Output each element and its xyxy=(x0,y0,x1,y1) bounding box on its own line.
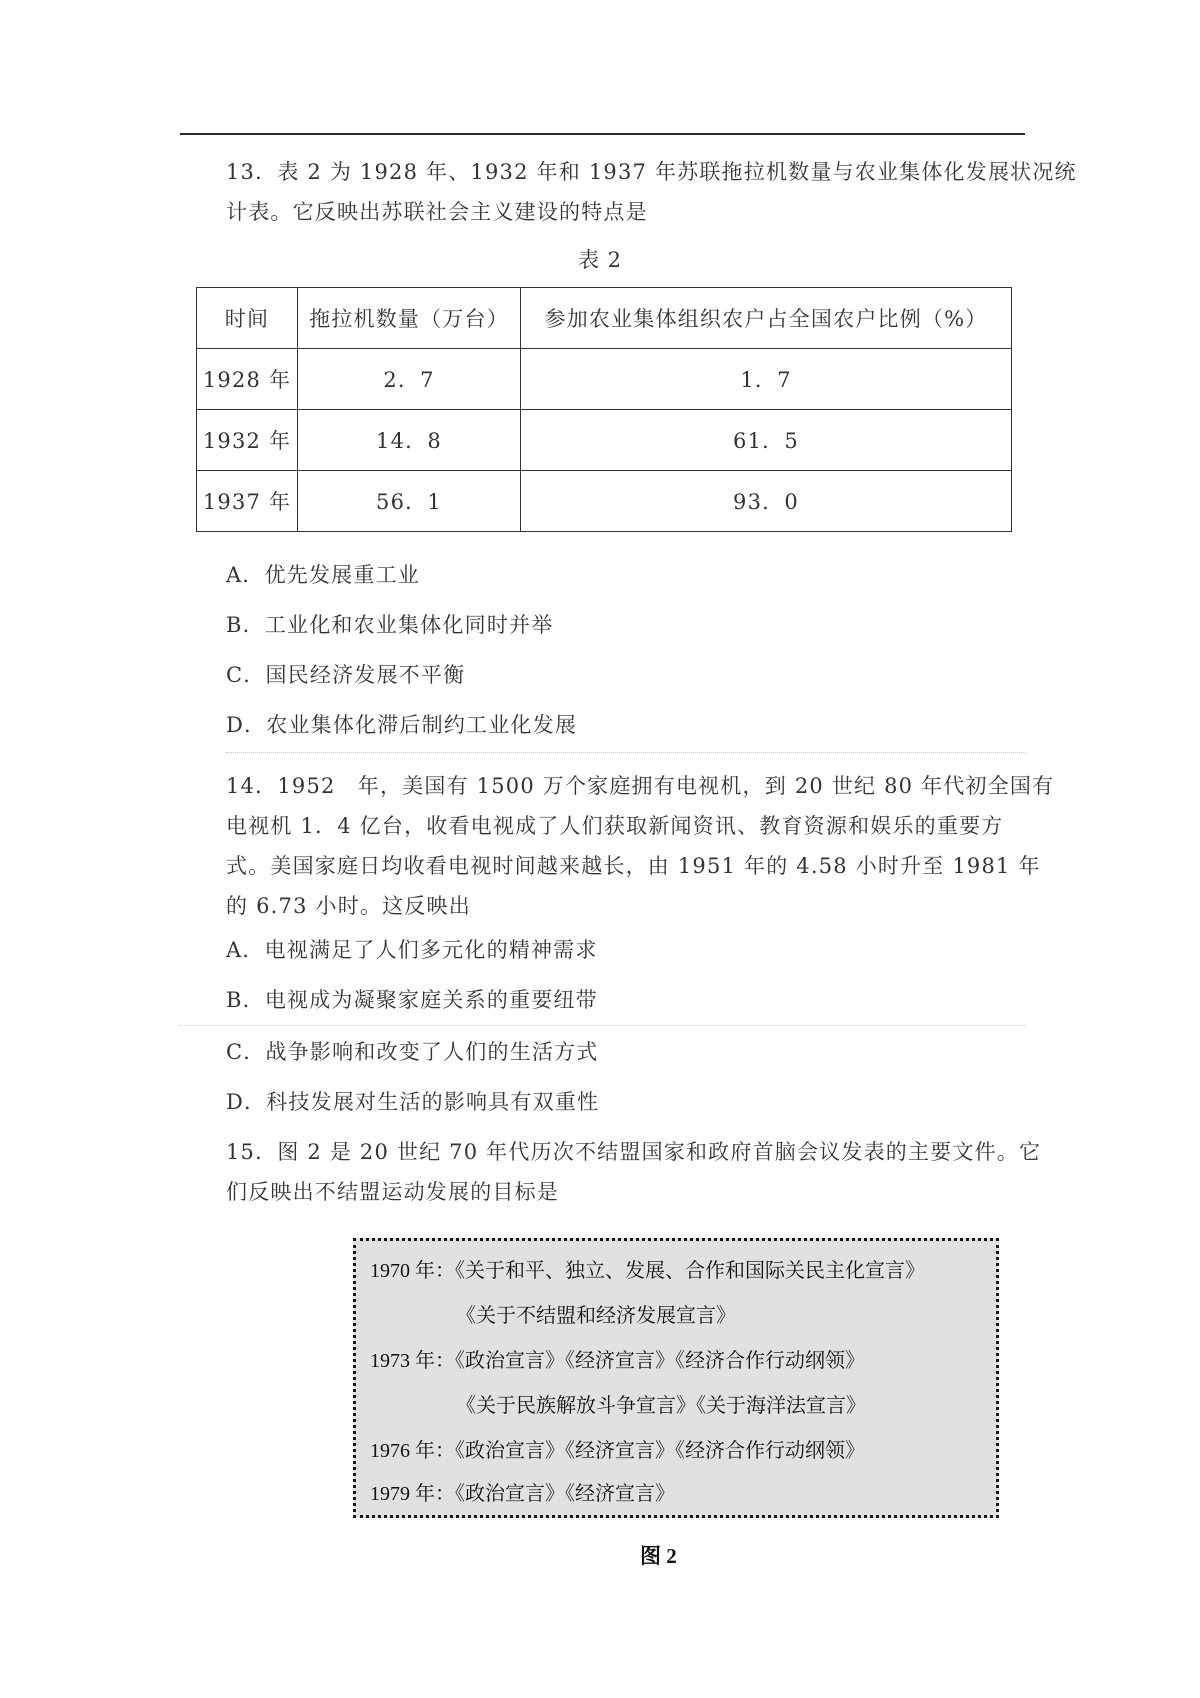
figure-documents: 《政治宣言》《经济宣言》《经济合作行动纲领》 xyxy=(455,1440,865,1462)
cell-tractors: 56．1 xyxy=(298,471,521,532)
cell-year: 1937 年 xyxy=(197,471,298,532)
figure-line xyxy=(456,1391,866,1421)
header-rule xyxy=(180,133,1025,135)
q13-option-b: B．工业化和农业集体化同时并举 xyxy=(226,613,554,637)
header-cell-tractors: 拖拉机数量（万台） xyxy=(298,288,521,349)
q14-stem-line-1: 14．1952 年，美国有 1500 万个家庭拥有电视机，到 20 世纪 80 年代初全国有 xyxy=(226,774,1055,798)
header-cell-ratio: 参加农业集体组织农户占全国农户比例（%） xyxy=(521,288,1012,349)
cell-ratio: 1．7 xyxy=(521,349,1012,410)
figure-line xyxy=(370,1256,925,1286)
table-caption: 表 2 xyxy=(577,248,623,272)
table-row xyxy=(197,349,1012,410)
q13-option-d: D．农业集体化滞后制约工业化发展 xyxy=(226,713,578,737)
table-header-row xyxy=(197,288,1012,349)
figure-documents: 《政治宣言》《经济宣言》《经济合作行动纲领》 xyxy=(455,1350,865,1372)
q13-option-a: A．优先发展重工业 xyxy=(226,563,420,587)
figure-year: 1973 年： xyxy=(370,1350,455,1372)
figure-documents: 《关于不结盟和经济发展宣言》 xyxy=(456,1305,736,1327)
cell-year: 1928 年 xyxy=(197,349,298,410)
figure-line xyxy=(370,1436,865,1466)
tractor-collectivization-table xyxy=(196,287,1012,532)
documents-figure-box xyxy=(353,1238,999,1518)
cell-ratio: 93．0 xyxy=(521,471,1012,532)
q13-stem-line-2: 计表。它反映出苏联社会主义建设的特点是 xyxy=(226,200,648,224)
figure-documents: 《关于和平、独立、发展、合作和国际关民主化宣言》 xyxy=(455,1260,925,1282)
q14-option-d: D．科技发展对生活的影响具有双重性 xyxy=(226,1090,600,1114)
figure-line xyxy=(370,1479,675,1509)
q13-option-c: C．国民经济发展不平衡 xyxy=(226,663,466,687)
q15-stem-line-1: 15．图 2 是 20 世纪 70 年代历次不结盟国家和政府首脑会议发表的主要文件。它 xyxy=(226,1140,1042,1164)
figure-year: 1970 年： xyxy=(370,1260,455,1282)
figure-line xyxy=(370,1346,865,1376)
figure-line xyxy=(456,1301,736,1331)
header-cell-time: 时间 xyxy=(197,288,298,349)
dotted-divider xyxy=(226,752,1026,753)
q15-stem-line-2: 们反映出不结盟运动发展的目标是 xyxy=(226,1180,559,1204)
cell-tractors: 14．8 xyxy=(298,410,521,471)
q14-stem-line-4: 的 6.73 小时。这反映出 xyxy=(226,894,471,918)
cell-ratio: 61．5 xyxy=(521,410,1012,471)
figure-year: 1979 年： xyxy=(370,1483,455,1505)
figure-documents: 《关于民族解放斗争宣言》《关于海洋法宣言》 xyxy=(456,1395,866,1417)
q14-option-c: C．战争影响和改变了人们的生活方式 xyxy=(226,1040,599,1064)
q14-option-a: A．电视满足了人们多元化的精神需求 xyxy=(226,938,598,962)
cell-year: 1932 年 xyxy=(197,410,298,471)
q13-stem-line-1: 13．表 2 为 1928 年、1932 年和 1937 年苏联拖拉机数量与农业集体化发展状况统 xyxy=(226,160,1077,184)
figure-documents: 《政治宣言》《经济宣言》 xyxy=(455,1483,675,1505)
q14-option-b: B．电视成为凝聚家庭关系的重要纽带 xyxy=(226,988,598,1012)
cell-tractors: 2．7 xyxy=(298,349,521,410)
table-row xyxy=(197,410,1012,471)
q14-stem-line-2: 电视机 1．4 亿台，收看电视成了人们获取新闻资讯、教育资源和娱乐的重要方 xyxy=(226,814,1004,838)
q14-stem-line-3: 式。美国家庭日均收看电视时间越来越长，由 1951 年的 4.58 小时升至 1981 年 xyxy=(226,854,1041,878)
dotted-divider xyxy=(180,1025,1025,1026)
figure-caption: 图 2 xyxy=(640,1544,677,1568)
table-row xyxy=(197,471,1012,532)
figure-year: 1976 年： xyxy=(370,1440,455,1462)
